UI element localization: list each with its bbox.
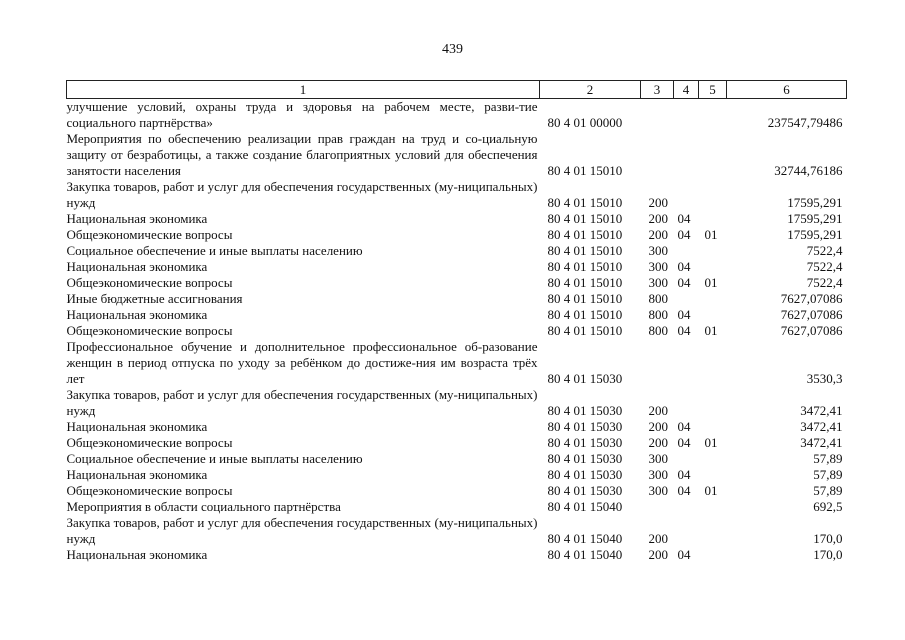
row-group-code: 200 [648, 403, 668, 418]
row-code: 80 4 01 15010 [547, 323, 623, 338]
row-name: Общеэкономические вопросы [66, 227, 233, 242]
header-col-6: 6 [727, 81, 847, 99]
row-subsection-code [699, 131, 727, 179]
row-code: 80 4 01 15010 [547, 275, 623, 290]
row-group-code: 200 [648, 195, 668, 210]
row-amount: 17595,291 [787, 211, 843, 226]
row-group-code: 800 [648, 307, 668, 322]
row-code: 80 4 01 15030 [547, 451, 623, 466]
row-name: Общеэкономические вопросы [66, 435, 233, 450]
table-row [67, 179, 847, 211]
row-section-code [674, 179, 699, 211]
row-subsection-code [699, 211, 727, 227]
row-name: Профессиональное обучение и дополнительное профессиональное об-разование женщин в период отпуска по уходу за ребёнком до достиже-ния им возраста трёх лет [66, 339, 538, 386]
row-amount: 3472,41 [800, 403, 843, 418]
row-code: 80 4 01 15030 [547, 483, 623, 498]
row-section-code [674, 387, 699, 419]
row-section-code: 04 [677, 307, 691, 322]
row-amount: 17595,291 [787, 227, 843, 242]
row-code: 80 4 01 15030 [547, 371, 623, 386]
row-amount: 237547,79486 [767, 115, 843, 130]
budget-table [66, 80, 847, 563]
table-row [67, 243, 847, 259]
table-row [67, 435, 847, 451]
header-col-1: 1 [67, 81, 540, 99]
row-name: Социальное обеспечение и иные выплаты населению [66, 451, 363, 466]
row-amount: 7627,07086 [780, 291, 843, 306]
row-code: 80 4 01 15010 [547, 307, 623, 322]
table-row [67, 339, 847, 387]
row-group-code [641, 499, 674, 515]
table-header [67, 81, 847, 99]
row-subsection-code: 01 [704, 483, 718, 498]
row-group-code: 200 [648, 435, 668, 450]
row-amount: 32744,76186 [774, 163, 843, 178]
row-amount: 3472,41 [800, 435, 843, 450]
row-section-code [674, 339, 699, 387]
table-row [67, 307, 847, 323]
row-subsection-code: 01 [704, 227, 718, 242]
row-section-code [674, 515, 699, 547]
row-name: Иные бюджетные ассигнования [66, 291, 243, 306]
row-group-code [641, 131, 674, 179]
row-section-code [674, 243, 699, 259]
row-group-code: 800 [648, 291, 668, 306]
row-group-code: 300 [648, 275, 668, 290]
row-code: 80 4 01 15030 [547, 435, 623, 450]
table-row [67, 499, 847, 515]
header-col-2: 2 [540, 81, 641, 99]
row-subsection-code [699, 515, 727, 547]
table-row [67, 259, 847, 275]
row-section-code: 04 [677, 227, 691, 242]
row-amount: 3472,41 [800, 419, 843, 434]
row-subsection-code [699, 387, 727, 419]
row-amount: 57,89 [813, 483, 843, 498]
row-code: 80 4 01 15030 [547, 403, 623, 418]
row-section-code: 04 [677, 483, 691, 498]
row-subsection-code: 01 [704, 275, 718, 290]
table-row [67, 99, 847, 132]
row-amount: 57,89 [813, 467, 843, 482]
row-code: 80 4 01 15010 [547, 243, 623, 258]
row-name: Социальное обеспечение и иные выплаты населению [66, 243, 363, 258]
row-name: Общеэкономические вопросы [66, 323, 233, 338]
table-row [67, 387, 847, 419]
row-group-code: 300 [648, 259, 668, 274]
table-row [67, 467, 847, 483]
row-subsection-code [699, 419, 727, 435]
row-code: 80 4 01 15040 [547, 499, 623, 514]
row-name: Закупка товаров, работ и услуг для обеспечения государственных (му-ниципальных) нужд [66, 179, 538, 210]
table-row [67, 515, 847, 547]
row-subsection-code [699, 547, 727, 563]
row-group-code: 200 [648, 531, 668, 546]
row-subsection-code [699, 179, 727, 211]
header-col-4: 4 [674, 81, 699, 99]
table-row [67, 323, 847, 339]
row-group-code: 800 [648, 323, 668, 338]
table-row [67, 451, 847, 467]
header-col-5: 5 [699, 81, 727, 99]
row-section-code: 04 [677, 419, 691, 434]
page-number: 439 [442, 42, 463, 57]
row-subsection-code [699, 243, 727, 259]
row-subsection-code: 01 [704, 435, 718, 450]
row-section-code: 04 [677, 259, 691, 274]
row-name: Общеэкономические вопросы [66, 275, 233, 290]
row-name: улучшение условий, охраны труда и здоровья на рабочем месте, разви-тие социального партнёрства» [66, 99, 538, 130]
row-amount: 7627,07086 [780, 323, 843, 338]
row-name: Закупка товаров, работ и услуг для обеспечения государственных (му-ниципальных) нужд [66, 387, 538, 418]
row-name: Национальная экономика [66, 419, 208, 434]
row-code: 80 4 01 00000 [547, 115, 623, 130]
table-row [67, 483, 847, 499]
header-col-3: 3 [641, 81, 674, 99]
row-amount: 7522,4 [806, 243, 843, 258]
row-subsection-code [699, 467, 727, 483]
table-row [67, 419, 847, 435]
row-code: 80 4 01 15010 [547, 195, 623, 210]
row-name: Национальная экономика [66, 259, 208, 274]
row-group-code: 300 [648, 243, 668, 258]
row-subsection-code [699, 307, 727, 323]
row-group-code [641, 339, 674, 387]
row-name: Мероприятия в области социального партнёрства [66, 499, 341, 514]
row-amount: 7522,4 [806, 275, 843, 290]
row-section-code [674, 131, 699, 179]
row-amount: 3530,3 [806, 371, 843, 386]
row-section-code [674, 451, 699, 467]
row-name: Мероприятия по обеспечению реализации прав граждан на труд и со-циальную защиту от безработицы, а также создание благоприятных условий для обеспечения занятости населения [66, 131, 538, 178]
row-subsection-code [699, 451, 727, 467]
table-row [67, 291, 847, 307]
row-group-code: 300 [648, 451, 668, 466]
table-row [67, 227, 847, 243]
row-subsection-code: 01 [704, 323, 718, 338]
row-section-code [674, 499, 699, 515]
row-group-code: 200 [648, 227, 668, 242]
row-amount: 170,0 [813, 531, 843, 546]
row-section-code: 04 [677, 211, 691, 226]
row-amount: 17595,291 [787, 195, 843, 210]
row-section-code: 04 [677, 467, 691, 482]
row-code: 80 4 01 15030 [547, 467, 623, 482]
row-group-code [641, 99, 674, 132]
row-group-code: 300 [648, 467, 668, 482]
row-section-code: 04 [677, 275, 691, 290]
row-subsection-code [699, 99, 727, 132]
row-section-code: 04 [677, 435, 691, 450]
row-amount: 57,89 [813, 451, 843, 466]
row-amount: 7627,07086 [780, 307, 843, 322]
row-group-code: 200 [648, 211, 668, 226]
row-amount: 7522,4 [806, 259, 843, 274]
row-name: Закупка товаров, работ и услуг для обеспечения государственных (му-ниципальных) нужд [66, 515, 538, 546]
row-subsection-code [699, 259, 727, 275]
row-code: 80 4 01 15040 [547, 547, 623, 562]
table-body [67, 99, 847, 564]
row-code: 80 4 01 15010 [547, 259, 623, 274]
row-section-code: 04 [677, 323, 691, 338]
table-row [67, 547, 847, 563]
row-subsection-code [699, 291, 727, 307]
row-code: 80 4 01 15030 [547, 419, 623, 434]
row-amount: 170,0 [813, 547, 843, 562]
row-code: 80 4 01 15010 [547, 291, 623, 306]
row-subsection-code [699, 339, 727, 387]
row-subsection-code [699, 499, 727, 515]
row-section-code [674, 291, 699, 307]
row-name: Общеэкономические вопросы [66, 483, 233, 498]
row-name: Национальная экономика [66, 307, 208, 322]
row-code: 80 4 01 15010 [547, 163, 623, 178]
row-code: 80 4 01 15010 [547, 227, 623, 242]
table-row [67, 275, 847, 291]
row-group-code: 300 [648, 483, 668, 498]
row-name: Национальная экономика [66, 467, 208, 482]
row-section-code: 04 [677, 547, 691, 562]
table-row [67, 131, 847, 179]
row-code: 80 4 01 15010 [547, 211, 623, 226]
row-group-code: 200 [648, 419, 668, 434]
row-name: Национальная экономика [66, 211, 208, 226]
row-code: 80 4 01 15040 [547, 531, 623, 546]
row-amount: 692,5 [813, 499, 843, 514]
table-row [67, 211, 847, 227]
row-group-code: 200 [648, 547, 668, 562]
row-section-code [674, 99, 699, 132]
row-name: Национальная экономика [66, 547, 208, 562]
